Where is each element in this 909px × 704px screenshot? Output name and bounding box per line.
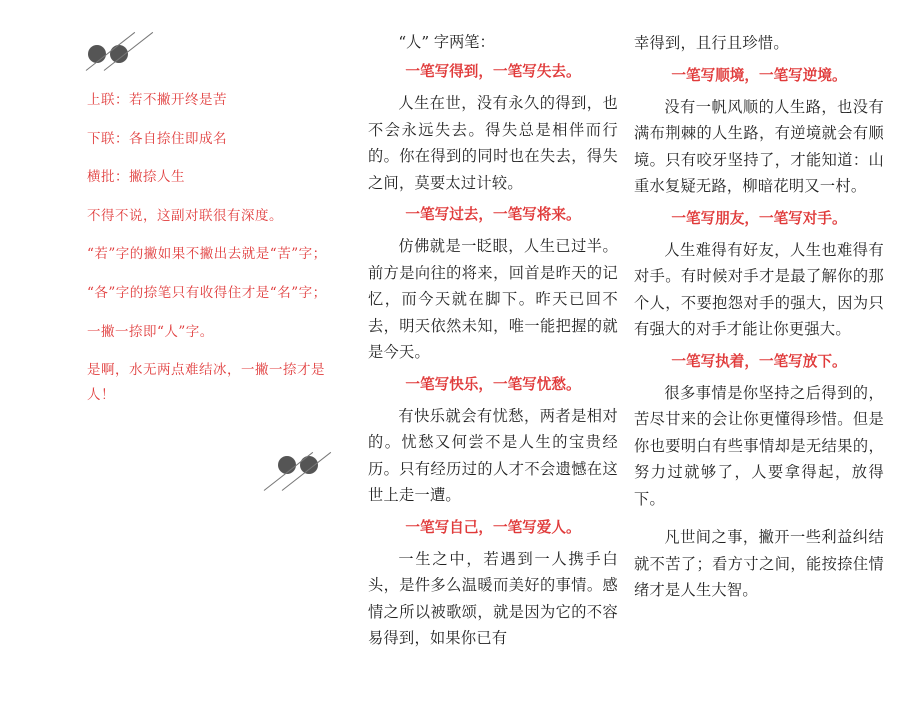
couplet-explanation-ren: 一撇一捺即“人”字。 xyxy=(87,323,214,340)
couplet-explanation-ge: “各”字的捺笔只有收得住才是“名”字； xyxy=(87,284,327,301)
couplet-conclusion: 是啊，水无两点难结冰，一撇一捺才是人！ xyxy=(87,362,325,404)
section-heading: 一笔写执着，一笔写放下。 xyxy=(671,352,847,370)
closing-paragraph: 凡世间之事，撇开一些利益纠结就不苦了；看方寸之间，能按捺住情绪才是人生大智。 xyxy=(634,528,884,599)
couplet-column xyxy=(87,88,339,409)
section-body: 很多事情是你坚持之后得到的，苦尽甘来的会让你更懂得珍惜。但是你也要明白有些事情却是无结果的，努力过就够了，人要拿得起，放得下。 xyxy=(634,383,884,508)
couplet-comment: 不得不说，这副对联很有深度。 xyxy=(87,207,283,224)
section-heading: 一笔写快乐，一笔写忧愁。 xyxy=(405,375,581,393)
section-body: 仿佛就是一眨眼，人生已过半。前方是向往的将来，回首是昨天的记忆，而今天就在脚下。昨天已回不去，明天依然未知，唯一能把握的就是今天。 xyxy=(368,237,618,361)
section-heading: 一笔写得到，一笔写失去。 xyxy=(405,63,581,80)
article-column-right xyxy=(634,30,884,604)
dots-ornament-top xyxy=(84,26,154,76)
dots-ornament-bottom xyxy=(262,446,332,496)
section-body: 人生难得有好友，人生也难得有对手。有时候对手才是最了解你的那个人，不要抱怨对手的强大，因为只有强大的对手才能让你更强大。 xyxy=(634,240,884,338)
section-heading: 一笔写自己，一笔写爱人。 xyxy=(405,518,581,536)
section-body-continuation: 幸得到，且行且珍惜。 xyxy=(634,34,789,52)
couplet-horizontal-scroll: 横批：撇捺人生 xyxy=(87,169,185,186)
article-column-middle xyxy=(368,30,618,652)
section-heading: 一笔写朋友，一笔写对手。 xyxy=(671,209,847,227)
section-heading: 一笔写过去，一笔写将来。 xyxy=(405,206,581,223)
section-body: 有快乐就会有忧愁，两者是相对的。忧愁又何尝不是人生的宝贵经历。只有经历过的人才不会遗憾在这世上走一遭。 xyxy=(368,406,618,504)
couplet-explanation-ruo: “若”字的撇如果不撇出去就是“苦”字； xyxy=(87,246,327,263)
couplet-first-line: 上联：若不撇开终是苦 xyxy=(87,92,227,108)
article-intro: “人” 字两笔： xyxy=(398,33,495,51)
section-body: 人生在世，没有永久的得到，也不会永远失去。得失总是相伴而行的。你在得到的同时也在失去，得失之间，莫要太过计较。 xyxy=(368,94,618,192)
couplet-second-line: 下联：各自捺住即成名 xyxy=(87,130,227,147)
section-body: 没有一帆风顺的人生路，也没有满布荆棘的人生路，有逆境就会有顺境。只有咬牙坚持了，才能知道：山重水复疑无路，柳暗花明又一村。 xyxy=(634,97,884,195)
section-heading: 一笔写顺境，一笔写逆境。 xyxy=(671,66,847,84)
section-body: 一生之中，若遇到一人携手白头，是件多么温暖而美好的事情。感情之所以被歌颂，就是因为它的不容易得到，如果你已有 xyxy=(368,549,618,647)
